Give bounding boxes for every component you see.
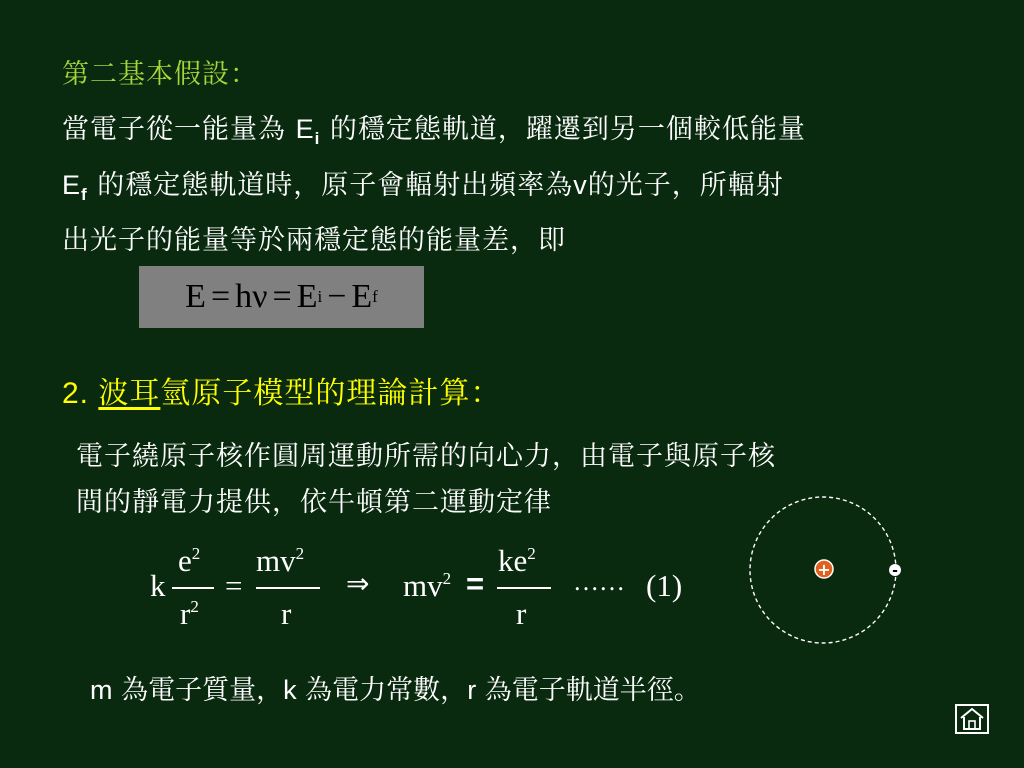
formula-term: E <box>185 278 206 315</box>
eq-exponent: 2 <box>191 544 201 563</box>
section2-paragraph <box>76 434 776 526</box>
paragraph-line-2: 間的靜電力提供，依牛頓第二運動定律 <box>76 487 552 518</box>
eq-equals: = <box>225 568 243 603</box>
formula-subscript: i <box>317 287 323 306</box>
eq-fraction2-numerator <box>256 545 304 576</box>
text-segment: 的光子，所輻射 <box>587 170 784 201</box>
note-text: 為電力常數， <box>296 675 468 706</box>
text-segment: 的穩定態軌道，躍遷到另一個較低能量 <box>320 114 806 145</box>
home-icon <box>957 706 987 732</box>
eq-fraction2-bar <box>256 587 320 589</box>
paragraph-line-2 <box>62 162 972 218</box>
var-m: m <box>90 675 113 705</box>
eq-fraction1-numerator <box>178 545 200 576</box>
note-text: 為電子軌道半徑。 <box>476 675 701 706</box>
symbol-subscript: f <box>81 185 88 204</box>
formula-operator: = <box>272 278 292 315</box>
variable-note <box>90 668 701 707</box>
paragraph-line-1: 電子繞原子核作圓周運動所需的向心力，由電子與原子核 <box>76 441 776 472</box>
section1-paragraph <box>62 106 972 264</box>
eq-fraction2-denominator: r <box>281 596 292 631</box>
eq-exponent: 2 <box>295 544 305 563</box>
formula-term: hν <box>235 278 268 315</box>
eq-term: e <box>178 543 192 578</box>
note-text: 為電子質量， <box>112 675 284 706</box>
eq-exponent: 2 <box>527 544 536 563</box>
eq-term: r <box>180 596 191 631</box>
eq-equals-2: = <box>466 566 485 601</box>
eq-number-label: (1) <box>646 568 683 603</box>
eq-k: k <box>150 568 166 603</box>
nucleus-sign: + <box>817 560 831 579</box>
eq-lhs <box>403 570 451 601</box>
home-button[interactable] <box>955 704 989 734</box>
electron-sign: - <box>892 563 898 579</box>
text-segment: 當電子從一能量為 <box>62 114 296 145</box>
atom-orbit-diagram <box>740 488 910 653</box>
symbol-nu: v <box>573 170 588 200</box>
eq-fraction3-numerator <box>498 545 536 576</box>
paragraph-line-1 <box>62 106 972 162</box>
eq-fraction1-denominator <box>180 598 199 629</box>
eq-fraction1-bar <box>172 587 214 589</box>
eq-dots: …… <box>573 567 625 596</box>
formula-term: E <box>351 278 373 315</box>
eq-fraction3-denominator: r <box>516 596 527 631</box>
eq-exponent: 2 <box>442 569 452 588</box>
text-segment: 的穩定態軌道時，原子會輻射出頻率為 <box>87 170 574 201</box>
var-r: r <box>467 675 477 705</box>
paragraph-line-3: 出光子的能量等於兩穩定態的能量差，即 <box>62 225 566 256</box>
symbol-main: E <box>295 114 315 144</box>
section-number: 2. <box>62 377 99 410</box>
eq-term: ke <box>498 543 528 578</box>
formula-operator: − <box>327 278 347 315</box>
eq-term: mv <box>256 543 296 578</box>
eq-term: mv <box>403 568 443 603</box>
var-k: k <box>283 675 297 705</box>
eq-implies-arrow: ⇒ <box>346 567 370 600</box>
symbol-main: E <box>62 170 82 200</box>
energy-formula-box <box>139 266 424 328</box>
eq-exponent: 2 <box>190 597 199 616</box>
eq-fraction3-bar <box>497 587 551 589</box>
formula-operator: = <box>210 278 231 315</box>
section1-title: 第二基本假設： <box>62 59 258 90</box>
section2-title <box>62 368 501 412</box>
section-title-rest: 氫原子模型的理論計算： <box>160 376 502 411</box>
formula-subscript: f <box>372 287 378 306</box>
formula-term: E <box>296 278 318 315</box>
symbol-Ef <box>62 170 88 204</box>
symbol-Ei <box>295 114 321 148</box>
bohr-link-text: 波耳 <box>98 376 161 411</box>
symbol-subscript: i <box>314 129 321 148</box>
